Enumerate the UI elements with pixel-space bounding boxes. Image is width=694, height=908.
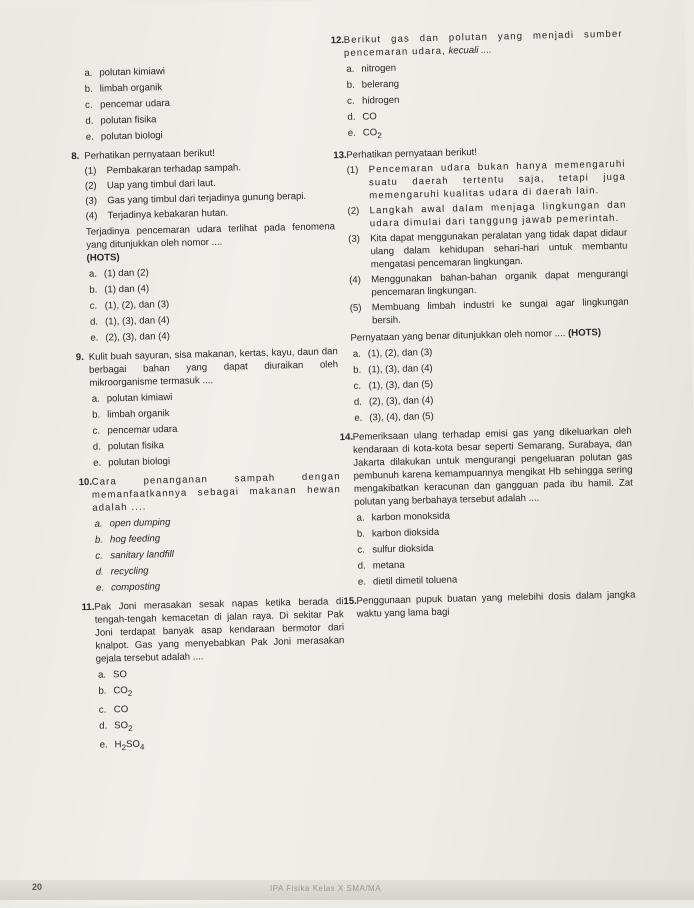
q7-option-e[interactable]: e. polutan biologi [85, 130, 163, 143]
q12-option-c[interactable]: c. hidrogen [346, 94, 400, 107]
q9-option-c[interactable]: c. pencemar udara [92, 423, 178, 437]
q13-statement-3: (3) Kita dapat menggunakan peralatan yang tidak dapat didaur ulang dalam kehidupan sehari-hari untuk membantu mengatasi pencemaran lingkungan. [348, 227, 628, 271]
q8-statement-1: (1) Pembakaran terhadap sampah. [84, 162, 242, 177]
q11-option-b[interactable]: b. $CO_2$ [98, 685, 133, 698]
q7-option-b[interactable]: b. limbah organik [84, 82, 163, 95]
q14-option-d[interactable]: d. metana [357, 559, 405, 572]
q11-option-e[interactable]: e. $H_2SO_4$ [99, 738, 145, 752]
question-14: 14. Pemeriksaan ulang terhadap emisi gas yang dikeluarkan oleh kendaraan di kota-kota besar seperti Semarang, Surabaya, dan Jakarta dilakukan untuk mengurangi pengeluaran polutan gas pembunuh karena kemampuannya mengikat Hb sehingga sering mengakibatkan keracunan dan gangguan pada ibu hamil. Zat polutan yang berbahaya tersebut adalah .... [339, 425, 633, 508]
q13-prompt: Pernyataan yang benar ditunjukkan oleh nomor .... (HOTS) [350, 327, 602, 344]
q7-option-c[interactable]: c. pencemar udara [84, 97, 171, 111]
q10-option-a[interactable]: a. open dumping [94, 517, 171, 530]
page-footer [0, 882, 694, 900]
q13-statement-5: (5) Membuang limbah industri ke sungai agar lingkungan bersih. [349, 296, 629, 327]
q8-option-c[interactable]: c. (1), (2), dan (3) [89, 298, 170, 312]
q10-option-c[interactable]: c. sanitary landfill [95, 548, 174, 562]
q9-option-b[interactable]: b. limbah organik [92, 408, 170, 421]
q8-statement-4: (4) Terjadinya kebakaran hutan. [85, 207, 229, 222]
q11-option-c[interactable]: c. CO [98, 703, 129, 716]
q7-option-a[interactable]: a. polutan kimiawi [84, 66, 166, 79]
q8-prompt: Terjadinya pencemaran udara terlihat pada fenomena yang ditunjukkan oleh nomor .... [85, 221, 336, 251]
q9-option-d[interactable]: d. polutan fisika [92, 440, 164, 453]
q12-option-b[interactable]: b. belerang [346, 78, 400, 91]
question-11: 11. Pak Joni merasakan sesak napas ketika berada di tengah-tengah kemacetan di jalan raya. Di sekitar Pak Joni terdapat banyak asap kendaraan bermotor dari knalpot. Gas yang menyebabkan Pak Joni merasakan gejala tersebut adalah .... [81, 596, 345, 665]
q10-option-b[interactable]: b. hog feeding [94, 533, 161, 546]
q8-option-d[interactable]: d. (1), (3), dan (4) [89, 314, 170, 328]
question-12: 12. Berikut gas dan polutan yang menjadi sumber pencemaran udara, kecuali .... [330, 28, 623, 59]
q13-option-e[interactable]: e. (3), (4), dan (5) [354, 410, 434, 424]
q14-option-b[interactable]: b. karbon dioksida [356, 526, 440, 540]
q14-option-a[interactable]: a. karbon monoksida [356, 510, 451, 524]
q10-option-e[interactable]: e. composting [95, 581, 161, 594]
right-column [330, 22, 635, 621]
q8-hots-tag: (HOTS) [86, 252, 120, 264]
question-15: 15. Penggunaan pupuk buatan yang melebihi dosis dalam jangka waktu yang lama bagi [343, 589, 636, 620]
q8-option-a[interactable]: a. (1) dan (2) [88, 267, 149, 280]
q13-statement-2: (2) Langkah awal dalam menjaga lingkungan dan udara dimulai dari tanggung jawab pemerintah. [347, 199, 627, 230]
q13-option-c[interactable]: c. (1), (3), dan (5) [353, 378, 434, 392]
question-9: 9. Kulit buah sayuran, sisa makanan, kertas, kayu, daun dan berbagai bahan yang dapat diuraikan oleh mikroorganisme termasuk .... [75, 346, 339, 389]
q10-option-d[interactable]: d. recycling [95, 565, 149, 578]
q13-option-d[interactable]: d. (2), (3), dan (4) [353, 394, 434, 408]
q14-option-c[interactable]: c. sulfur dioksida [357, 542, 434, 556]
q13-statement-1: (1) Pencemaran udara bukan hanya memengaruhi suatu daerah tertentu saja, tetapi juga memengaruhi kualitas udara di daerah lain. [346, 158, 627, 202]
q14-option-e[interactable]: e. dietil dimetil toluena [357, 574, 458, 588]
footer-text: IPA Fisika Kelas X SMA/MA [270, 884, 382, 893]
q7-option-d[interactable]: d. polutan fisika [85, 114, 157, 127]
q13-option-b[interactable]: b. (1), (3), dan (4) [353, 362, 433, 376]
q8-statement-2: (2) Uap yang timbul dari laut. [84, 177, 216, 192]
q11-option-a[interactable]: a. SO [97, 669, 128, 681]
q13-statement-4: (4) Menggunakan bahan-bahan organik dapat mengurangi pencemaran lingkungan. [349, 268, 629, 299]
question-13: 13. Perhatikan pernyataan berikut! [333, 146, 478, 162]
question-10: 10. Cara penanganan sampah dengan memanfaatkannya sebagai makanan hewan adalah .... [78, 471, 342, 514]
page-number: 20 [32, 882, 43, 892]
q12-option-a[interactable]: a. nitrogen [346, 62, 397, 75]
q11-option-d[interactable]: d. $SO_2$ [99, 719, 133, 733]
q12-option-d[interactable]: d. CO [347, 111, 377, 123]
q8-option-e[interactable]: e. (2), (3), dan (4) [90, 330, 171, 344]
q8-statement-3: (3) Gas yang timbul dari terjadinya gunung berapi. [85, 190, 307, 207]
left-column [69, 58, 347, 757]
q13-option-a[interactable]: a. (1), (2), dan (3) [352, 346, 433, 360]
question-8: 8. Perhatikan pernyataan berikut! [71, 147, 216, 163]
q8-option-b[interactable]: b. (1) dan (4) [89, 283, 150, 296]
q9-option-a[interactable]: a. polutan kimiawi [91, 391, 173, 405]
q9-option-e[interactable]: e. polutan biologi [93, 456, 171, 469]
q12-option-e[interactable]: e. $CO_2$ [347, 127, 382, 141]
